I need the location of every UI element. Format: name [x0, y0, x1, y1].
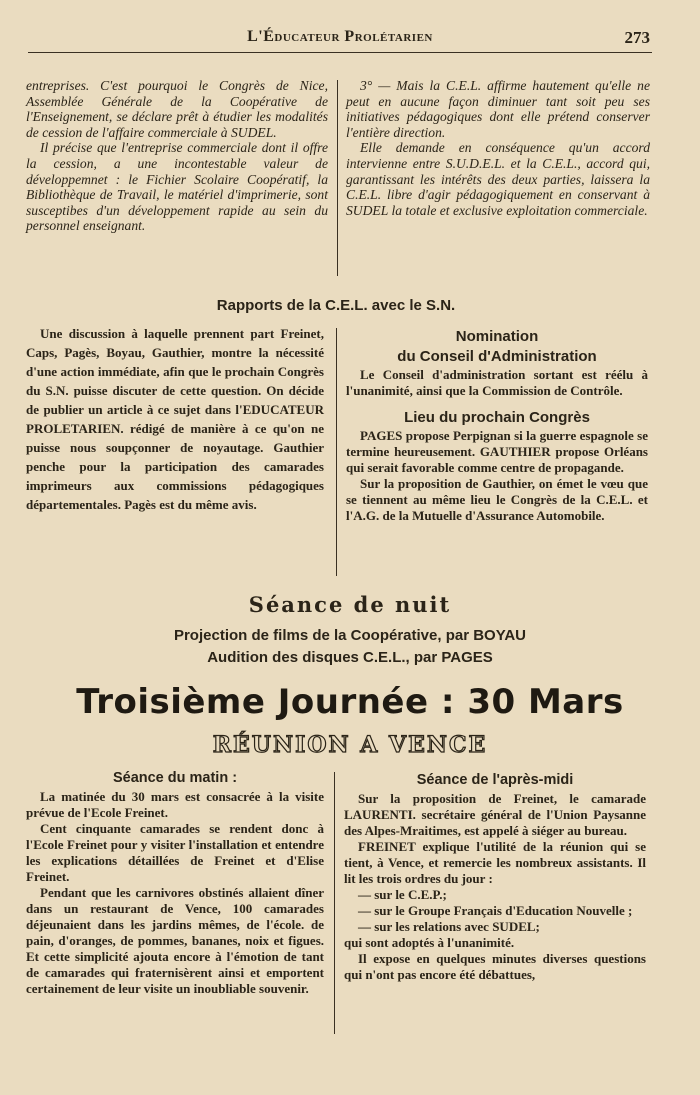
nomination-heading-2: du Conseil d'Administration	[397, 348, 597, 365]
list-item: — sur le C.E.P.;	[358, 887, 447, 902]
paragraph: Cent cinquante camarades se rendent donc à l'Ecole Freinet pour y visiter l'installation et entendre les explications détaillées de Freinet et d'Elise Freinet.	[26, 821, 324, 884]
paragraph: Elle demande en conséquence qu'un accord intervienne entre S.U.D.E.L. et la C.E.L., accord qui, garantissant les intérêts des deux parties, laissera la C.E.L. libre d'agir pédagogiquement en conservant à SUDEL la totale et exclusive exploitation commerciale.	[346, 140, 650, 218]
afternoon-column	[344, 772, 646, 983]
list-item: — sur les relations avec SUDEL;	[358, 919, 540, 934]
top-right-column	[346, 78, 650, 218]
paragraph: FREINET explique l'utilité de la réunion qui se tient, à Vence, et remercie les nombreux assistants. Il lit les trois ordres du jour :	[344, 839, 646, 886]
paragraph: PAGES propose Perpignan si la guerre espagnole se termine heureusement. GAUTHIER propose Orléans qui serait favorable comme centre de propagande.	[346, 428, 648, 475]
paragraph: qui sont adoptés à l'unanimité.	[344, 935, 515, 950]
column-divider	[336, 328, 337, 576]
paragraph: Pendant que les carnivores obstinés allaient dîner dans un restaurant de Vence, 100 camarades déjeunaient dans les jardins mêmes, de l'école. de pain, d'oranges, de pommes, bananes, noix et figues. Et cette simplicité ajouta encore à l'émotion de tant de camarades qui fraternisèrent ainsi et emportent certainement de leur visite un inoubliable souvenir.	[26, 885, 324, 996]
congress-place-heading: Lieu du prochain Congrès	[404, 409, 590, 426]
night-session-title: Séance de nuit	[248, 592, 452, 617]
night-session-line: Projection de films de la Coopérative, par BOYAU	[173, 627, 527, 644]
running-header	[28, 26, 652, 53]
paragraph: 3° — Mais la C.E.L. affirme hautement qu'elle ne peut en aucune façon diminuer tant soit peu ses initiatives pédagogiques dont elle prétend conserver l'entière direction.	[346, 78, 650, 140]
page-number: 273	[624, 28, 650, 47]
column-divider	[337, 80, 338, 276]
column-divider	[334, 772, 335, 1034]
third-day-subtitle: RÉUNION A VENCE	[212, 732, 488, 758]
paragraph: Sur la proposition de Gauthier, on émet le vœu que se tiennent au même lieu le Congrès de la C.E.L. et l'A.G. de la Mutuelle d'Assurance Automobile.	[346, 476, 648, 523]
list-item: — sur le Groupe Français d'Education Nouvelle ;	[358, 903, 633, 918]
paragraph: Il expose en quelques minutes diverses questions qui n'ont pas encore été débattues,	[344, 951, 646, 982]
paragraph: La matinée du 30 mars est consacrée à la visite prévue de l'Ecole Freinet.	[26, 789, 324, 820]
paragraph: entreprises. C'est pourquoi le Congrès de Nice, Assemblée Générale de la Coopérative de l'Enseignement, se déclare prêt à étudier les modalités de cession de l'affaire commerciale à SUDEL.	[26, 78, 328, 140]
afternoon-heading: Séance de l'après-midi	[416, 772, 574, 788]
paragraph: Une discussion à laquelle prennent part Freinet, Caps, Pagès, Boyau, Gauthier, montre la nécessité d'une action immédiate, afin que le prochain Congrès du S.N. puisse discuter de cette question. On décide de publier un article à ce sujet dans l'EDUCATEUR PROLETARIEN. rédigé de manière à ce qu'on ne puisse nous soupçonner de noyautage. Gauthier penche pour la participation des camarades imprimeurs aux commissions pédagogiques départementales. Pagès est du même avis.	[26, 326, 324, 512]
top-left-column	[26, 78, 328, 234]
sn-column	[26, 324, 324, 514]
morning-heading: Séance du matin :	[112, 770, 238, 786]
paragraph: Le Conseil d'administration sortant est réélu à l'unanimité, ainsi que la Commission de Contrôle.	[346, 367, 648, 398]
third-day-title: Troisième Journée : 30 Mars	[76, 682, 624, 722]
section-heading-sn: Rapports de la C.E.L. avec le S.N.	[216, 297, 456, 314]
paragraph: Il précise que l'entreprise commerciale dont il offre la cession, a une incontestable valeur de développemnet : le Fichier Scolaire Coopératif, la Bibliothèque de Travail, le matériel d'imprimerie, sont susceptibes d'un développement rapide au sein du personnel enseignant.	[26, 140, 328, 234]
right-column-admin	[346, 328, 648, 524]
nomination-heading: Nomination	[455, 328, 539, 345]
paragraph: Sur la proposition de Freinet, le camarade LAURENTI. secrétaire général de l'Union Paysanne des Alpes-Mraitimes, est appelé à siéger au bureau.	[344, 791, 646, 838]
journal-title: L'Éducateur Prolétarien	[247, 28, 433, 45]
night-session-line: Audition des disques C.E.L., par PAGES	[207, 649, 493, 666]
morning-column	[26, 770, 324, 997]
